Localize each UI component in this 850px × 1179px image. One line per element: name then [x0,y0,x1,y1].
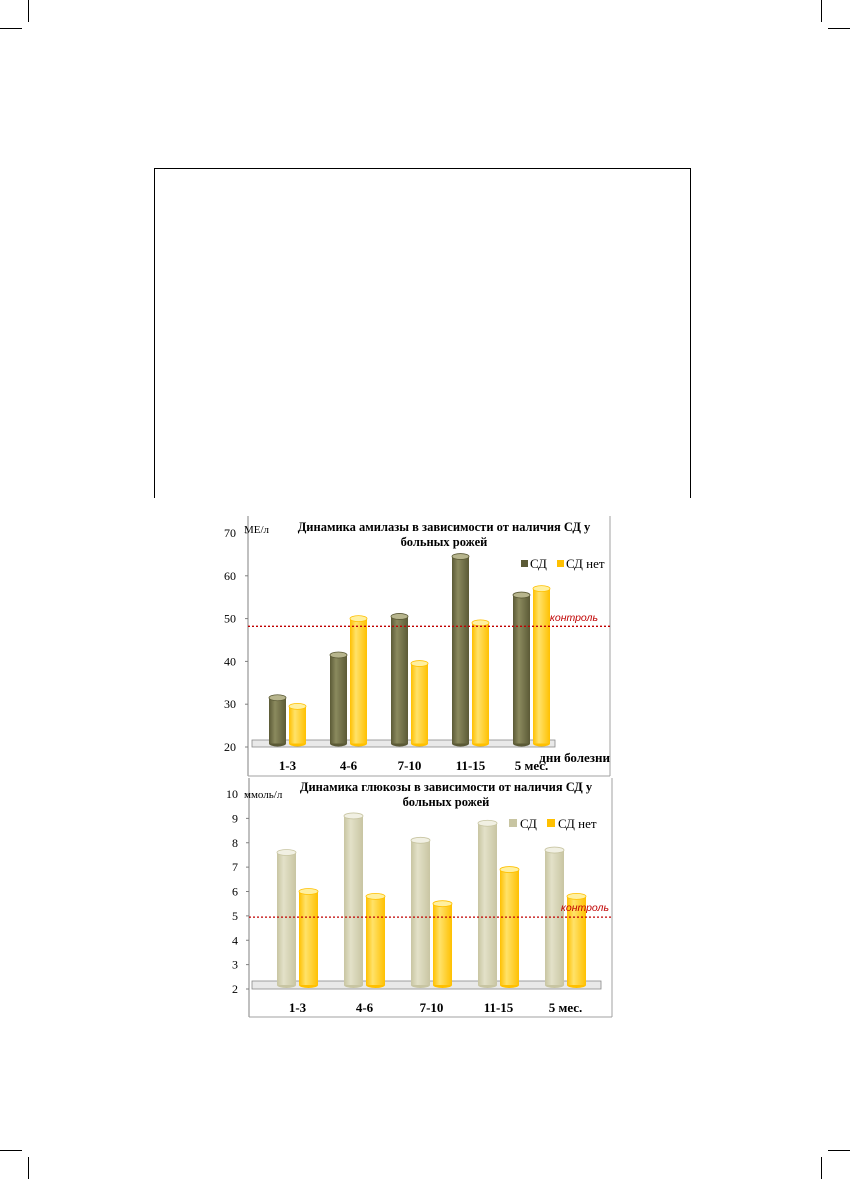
amylase-bar-top [513,592,530,598]
glucose-legend-label-sd-net: СД нет [558,816,597,831]
amylase-x-axis-label: дни болезни [539,750,610,765]
glucose-bar-sd-net [433,904,452,985]
glucose-category-label: 1-3 [288,1000,307,1015]
glucose-y-tick-label: 8 [232,835,238,850]
glucose-legend-label-sd: СД [520,816,537,831]
amylase-bar-sd [391,616,408,743]
glucose-bar-top [545,847,564,853]
amylase-bar-top [269,695,286,701]
amylase-y-tick-label: 40 [224,654,236,669]
amylase-bar-sd-net [411,664,428,744]
glucose-y-tick-label: 3 [232,957,238,972]
glucose-category-label: 4-6 [355,1000,374,1015]
glucose-bar-sd [411,840,430,985]
glucose-y-axis-label: ммоль/л [244,789,283,801]
amylase-bar-sd-net [472,623,489,744]
amylase-legend-label-sd: СД [530,556,547,571]
amylase-bar-top [330,652,347,658]
glucose-chart [226,778,612,1017]
amylase-legend-swatch-sd-net [557,560,564,567]
glucose-bar-top [567,893,586,899]
glucose-legend-swatch-sd-net [547,819,555,827]
amylase-bar-top [533,586,550,592]
amylase-bar-sd [513,595,530,743]
amylase-y-tick-label: 70 [224,526,236,540]
amylase-bar-sd [330,655,347,744]
glucose-category-label: 11-15 [483,1000,514,1015]
amylase-bar-top [391,613,408,619]
glucose-y-tick-label: 9 [232,811,238,826]
amylase-bar-sd [269,698,286,744]
amylase-y-tick-label: 60 [224,568,236,583]
amylase-control-label: контроль [549,612,598,624]
glucose-y-tick-label: 4 [232,933,238,948]
amylase-bar-top [472,620,489,626]
amylase-category-label: 1-3 [278,758,297,773]
glucose-category-label: 7-10 [419,1000,444,1015]
amylase-category-label: 4-6 [339,758,358,773]
amylase-bar-top [452,554,469,560]
glucose-bar-top [344,813,363,819]
glucose-bar-sd-net [366,896,385,985]
glucose-bar-top [366,893,385,899]
amylase-y-tick-label: 30 [224,697,236,712]
glucose-chart-title-line-2: больных рожей [402,795,490,809]
glucose-bar-top [299,889,318,895]
amylase-bar-sd-net [533,589,550,744]
amylase-legend-swatch-sd [521,560,528,567]
glucose-bar-sd [478,823,497,985]
glucose-category-label: 5 мес. [548,1000,583,1015]
glucose-control-label: контроль [560,902,609,914]
amylase-bar-sd-net [289,706,306,743]
amylase-category-label: 5 мес. [514,758,549,773]
amylase-chart-title-line-1: Динамика амилазы в зависимости от наличия СД у [297,520,591,534]
amylase-bar-sd [452,557,469,744]
glucose-bar-top [277,850,296,856]
glucose-y-tick-label: 5 [232,908,238,923]
amylase-chart [224,516,611,776]
amylase-y-axis-label: МЕ/л [244,524,270,536]
glucose-bar-sd [344,816,363,985]
glucose-y-tick-label: 7 [232,860,238,875]
glucose-bar-sd-net [299,892,318,986]
amylase-category-label: 11-15 [455,758,486,773]
amylase-y-tick-label: 20 [224,740,236,754]
glucose-bar-sd-net [500,870,519,985]
amylase-category-label: 7-10 [397,758,422,773]
glucose-y-tick-label: 2 [232,982,238,996]
glucose-bar-top [478,820,497,826]
amylase-legend-label-sd-net: СД нет [566,556,605,571]
amylase-bar-top [350,616,367,622]
glucose-chart-title-line-1: Динамика глюкозы в зависимости от наличия СД у [299,780,593,794]
glucose-bar-top [500,867,519,873]
glucose-y-tick-label: 6 [232,884,238,899]
glucose-bar-top [411,837,430,843]
amylase-chart-title-line-2: больных рожей [400,535,488,549]
glucose-bar-top [433,901,452,907]
amylase-bar-sd-net [350,619,367,744]
glucose-y-tick-label: 10 [226,787,238,801]
amylase-bar-top [411,661,428,667]
glucose-legend-swatch-sd [509,819,517,827]
glucose-bar-sd [277,853,296,986]
amylase-y-tick-label: 50 [224,611,236,626]
amylase-bar-top [289,703,306,709]
